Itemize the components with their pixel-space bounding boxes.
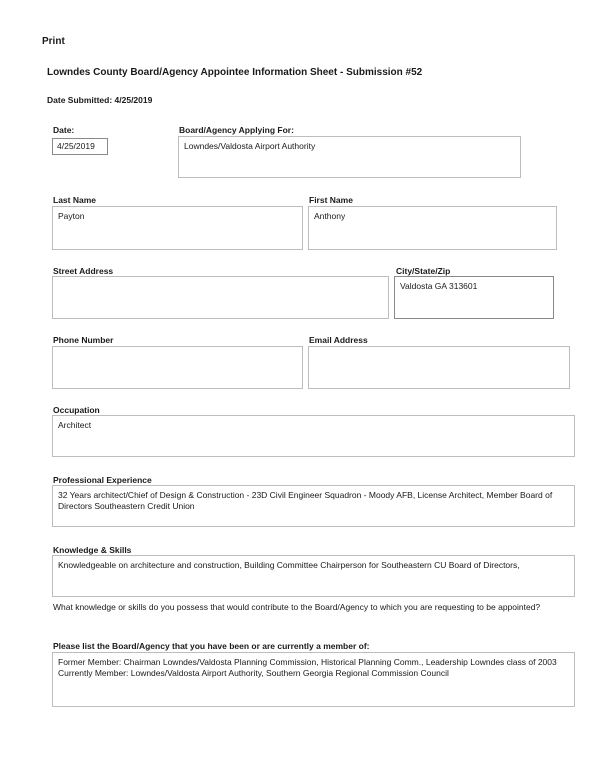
email-address-field[interactable] (308, 346, 570, 389)
date-field[interactable]: 4/25/2019 (52, 138, 108, 155)
last-name-field[interactable]: Payton (52, 206, 303, 250)
phone-number-label: Phone Number (53, 335, 114, 345)
professional-experience-field[interactable]: 32 Years architect/Chief of Design & Construction - 23D Civil Engineer Squadron - Moody AFB, License Architect, Member Board of Directors Southeastern Credit Union (52, 485, 575, 527)
first-name-field[interactable]: Anthony (308, 206, 557, 250)
city-state-zip-field[interactable]: Valdosta GA 313601 (394, 276, 554, 319)
memberships-label: Please list the Board/Agency that you have been or are currently a member of: (53, 641, 370, 651)
print-link[interactable]: Print (42, 36, 65, 47)
knowledge-skills-field[interactable]: Knowledgeable on architecture and construction, Building Committee Chairperson for Southeastern CU Board of Directors, (52, 555, 575, 597)
first-name-label: First Name (309, 195, 353, 205)
occupation-field[interactable]: Architect (52, 415, 575, 457)
board-agency-label: Board/Agency Applying For: (179, 125, 294, 135)
email-address-label: Email Address (309, 335, 368, 345)
professional-experience-label: Professional Experience (53, 475, 152, 485)
form-title: Lowndes County Board/Agency Appointee Information Sheet - Submission #52 (47, 67, 423, 78)
city-state-zip-label: City/State/Zip (396, 266, 451, 276)
street-address-label: Street Address (53, 266, 114, 276)
date-submitted: Date Submitted: 4/25/2019 (47, 95, 153, 105)
date-label: Date: (53, 125, 75, 135)
knowledge-skills-help-text: What knowledge or skills do you possess that would contribute to the Board/Agency to which you are requesting to be appointed? (53, 602, 541, 612)
knowledge-skills-label: Knowledge & Skills (53, 545, 132, 555)
last-name-label: Last Name (53, 195, 96, 205)
board-agency-field[interactable]: Lowndes/Valdosta Airport Authority (178, 136, 521, 178)
phone-number-field[interactable] (52, 346, 303, 389)
street-address-field[interactable] (52, 276, 389, 319)
memberships-field[interactable]: Former Member: Chairman Lowndes/Valdosta Planning Commission, Historical Planning Comm., Leadership Lowndes class of 2003 Currently Member: Lowndes/Valdosta Airport Authority, Southern Georgia Regional Commission Council (52, 652, 575, 707)
occupation-label: Occupation (53, 405, 100, 415)
